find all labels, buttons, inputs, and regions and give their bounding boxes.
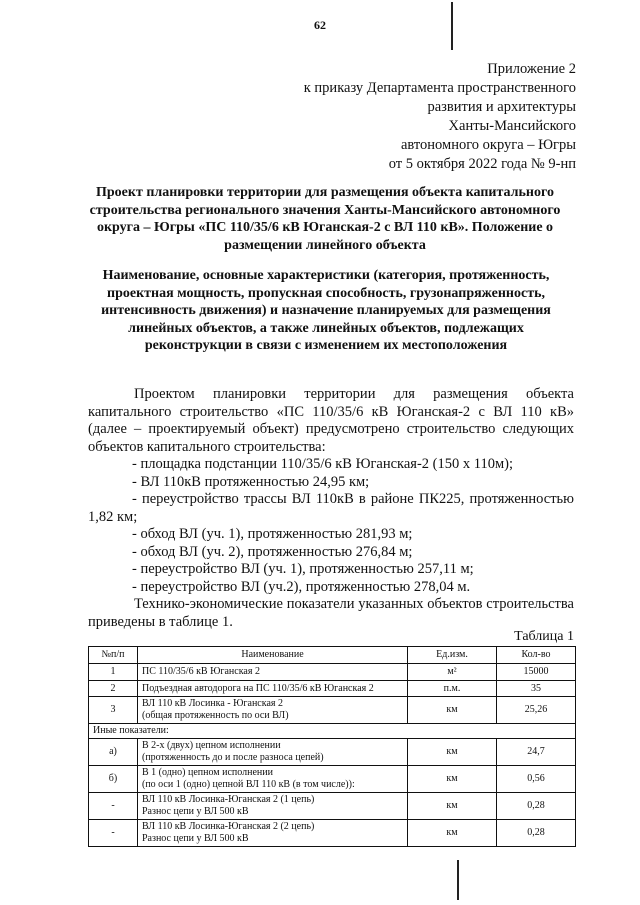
appendix-line: развития и архитектуры (427, 99, 576, 115)
indicators-table (88, 646, 576, 847)
cell-unit: км (408, 766, 497, 793)
table-row (89, 739, 576, 766)
cell-num: б) (89, 766, 138, 793)
header-num: №п/п (89, 647, 138, 664)
cell-unit: км (408, 697, 497, 724)
appendix-line: Приложение 2 (487, 61, 576, 77)
appendix-line: к приказу Департамента пространственного (303, 80, 576, 96)
cell-name (138, 739, 408, 766)
header-unit: Ед.изм. (408, 647, 497, 664)
appendix-line: Ханты-Мансийского (448, 118, 576, 134)
cell-value: 24,7 (497, 739, 576, 766)
cell-unit: км (408, 820, 497, 847)
cell-name (138, 697, 408, 724)
cell-name-line: (протяженность до и после разноса цепей) (142, 752, 324, 763)
cell-name-line: ПС 110/35/6 кВ Юганская 2 (142, 666, 260, 677)
scan-artifact-line (451, 2, 453, 50)
table-header-row (89, 647, 576, 664)
appendix-line: автономного округа – Югры (400, 137, 576, 153)
section-label: Иные показатели: (89, 724, 576, 739)
cell-value: 0,56 (497, 766, 576, 793)
table-row (89, 664, 576, 681)
table-row (89, 681, 576, 697)
list-item: - переустройство ВЛ (уч.2), протяженностью 278,04 м. (132, 578, 471, 595)
list-item: - переустройство ВЛ (уч. 1), протяженностью 257,11 м; (132, 561, 474, 577)
cell-num: 2 (89, 681, 138, 697)
list-item: - ВЛ 110кВ протяженностью 24,95 км; (132, 473, 370, 490)
cell-num: - (89, 820, 138, 847)
cell-num: - (89, 793, 138, 820)
cell-name (138, 820, 408, 847)
table-row (89, 697, 576, 724)
cell-num: 3 (89, 697, 138, 724)
cell-name-line: В 1 (одно) цепном исполнении (142, 767, 273, 778)
outro-paragraph: Технико-экономические показатели указанных объектов строительства приведены в таблице 1. (88, 596, 574, 630)
page-number: 62 (314, 18, 326, 32)
cell-name (138, 664, 408, 681)
cell-value: 15000 (497, 664, 576, 681)
cell-unit: п.м. (408, 681, 497, 697)
appendix-block (276, 60, 576, 174)
cell-value: 0,28 (497, 820, 576, 847)
list-item: - площадка подстанции 110/35/6 кВ Юганская-2 (150 х 110м); (132, 456, 514, 472)
cell-name (138, 766, 408, 793)
header-name: Наименование (138, 647, 408, 664)
header-value: Кол-во (497, 647, 576, 664)
body-text (88, 386, 574, 631)
table-caption: Таблица 1 (514, 629, 574, 644)
appendix-line: от 5 октября 2022 года № 9-нп (388, 156, 576, 172)
table-row (89, 793, 576, 820)
cell-name-line: ВЛ 110 кВ Лосинка-Юганская 2 (1 цепь) (142, 794, 315, 805)
cell-name-line: ВЛ 110 кВ Лосинка-Юганская 2 (2 цепь) (142, 821, 315, 832)
section-heading: Наименование, основные характеристики (категория, протяженность, проектная мощность, пропускная способность, грузонапряженность, интенсивность движения) и назначение планируемых для размещения линейных объектов, а также линейных объектов, подлежащих реконструкции в связи с изменением их местоположения (101, 268, 551, 353)
scan-artifact-line (457, 860, 459, 900)
cell-name-line: В 2-х (двух) цепном исполнении (142, 740, 281, 751)
table-row (89, 766, 576, 793)
list-item: - обход ВЛ (уч. 2), протяженностью 276,84 м; (132, 543, 413, 560)
table-row (89, 820, 576, 847)
list-item: - переустройство трассы ВЛ 110кВ в районе ПК225, протяженностью 1,82 км; (88, 491, 574, 525)
cell-unit: км (408, 793, 497, 820)
cell-name-line: (по оси 1 (одно) цепной ВЛ 110 кВ (в том числе)): (142, 779, 355, 790)
cell-name-line: (общая протяженность по оси ВЛ) (142, 710, 289, 721)
cell-unit: км (408, 739, 497, 766)
cell-name-line: Разнос цепи у ВЛ 500 кВ (142, 806, 249, 817)
cell-name (138, 681, 408, 697)
cell-value: 25,26 (497, 697, 576, 724)
intro-paragraph: Проектом планировки территории для размещения объекта капитального строительство «ПС 110/35/6 кВ Юганская-2 с ВЛ 110 кВ» (далее – проектируемый объект) предусмотрено строительство следующих объектов капитального строительства: (88, 386, 574, 455)
table-section-row (89, 724, 576, 739)
list-item: - обход ВЛ (уч. 1), протяженностью 281,93 м; (132, 526, 413, 542)
cell-name-line: Разнос цепи у ВЛ 500 кВ (142, 833, 249, 844)
cell-name (138, 793, 408, 820)
cell-name-line: ВЛ 110 кВ Лосинка - Юганская 2 (142, 698, 283, 709)
cell-num: 1 (89, 664, 138, 681)
cell-unit: м² (408, 664, 497, 681)
cell-value: 0,28 (497, 793, 576, 820)
document-title: Проект планировки территории для размещения объекта капитального строительства регионального значения Ханты-Мансийского автономного округа – Югры «ПС 110/35/6 кВ Юганская-2 с ВЛ 110 кВ». Положение о размещении линейного объекта (89, 185, 561, 253)
cell-num: а) (89, 739, 138, 766)
cell-name-line: Подъездная автодорога на ПС 110/35/6 кВ Юганская 2 (142, 682, 374, 694)
cell-value: 35 (497, 681, 576, 697)
